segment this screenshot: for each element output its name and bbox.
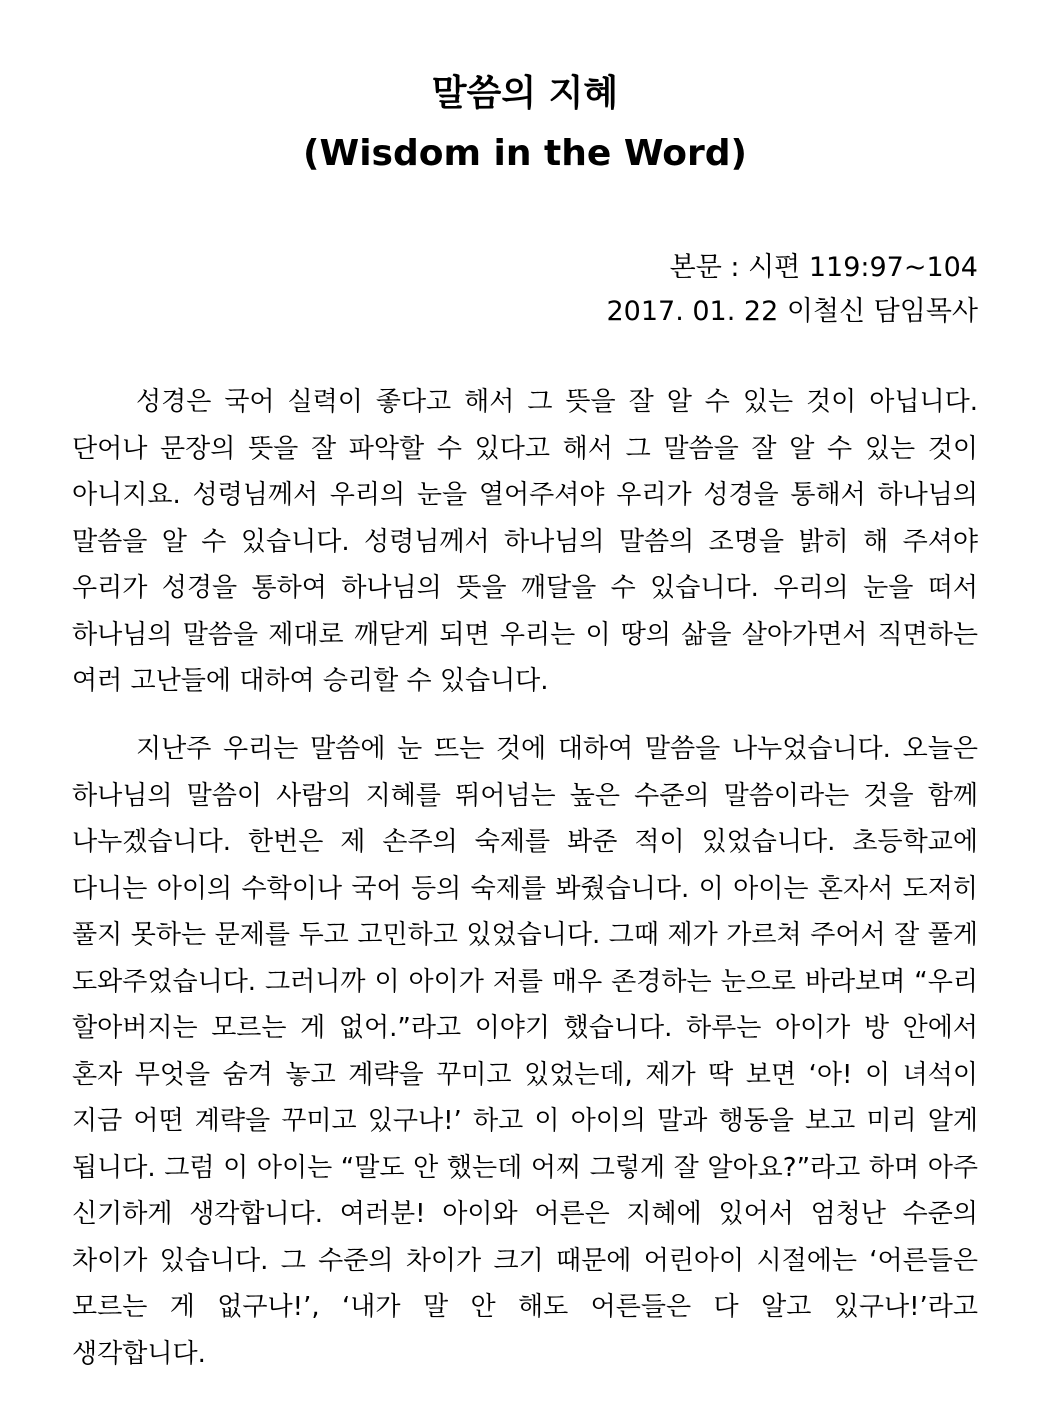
title-korean: 말씀의 지혜 bbox=[431, 73, 619, 114]
title-english: (Wisdom in the Word) bbox=[303, 133, 747, 174]
date-author: 2017. 01. 22 이철신 담임목사 bbox=[606, 296, 978, 327]
body-paragraph-2: 지난주 우리는 말씀에 눈 뜨는 것에 대하여 말씀을 나누었습니다. 오늘은 하나님의 말씀이 사람의 지혜를 뛰어넘는 높은 수준의 말씀이라는 것을 함께 나누겠습니다. 한번은 제 손주의 숙제를 봐준 적이 있었습니다. 초등학교에 다니는 아이의 수학이나 국어 등의 숙제를 봐줬습니다. 이 아이는 혼자서 도저히 풀지 못하는 문제를 두고 고민하고 있었습니다. 그때 제가 가르쳐 주어서 잘 풀게 도와주었습니다. 그러니까 이 아이가 저를 매우 존경하는 눈으로 바라보며 “우리 할아버지는 모르는 게 없어.”라고 이야기 했습니다. 하루는 아이가 방 안에서 혼자 무엇을 숨겨 놓고 계략을 꾸미고 있었는데, 제가 딱 보면 ‘아! 이 녀석이 지금 어떤 계략을 꾸미고 있구나!’ 하고 이 아이의 말과 행동을 보고 미리 알게 됩니다. 그럼 이 아이는 “말도 안 했는데 어찌 그렇게 잘 알아요?”라고 하며 아주 신기하게 생각합니다. 여러분! 아이와 어른은 지혜에 있어서 엄청난 수준의 차이가 있습니다. 그 수준의 차이가 크기 때문에 어린아이 시절에는 ‘어른들은 모르는 게 없구나!’, ‘내가 말 안 해도 어른들은 다 알고 있구나!’라고 생각합니다. bbox=[72, 734, 978, 1369]
sermon-meta bbox=[72, 246, 978, 334]
scripture-reference: 본문 : 시편 119:97~104 bbox=[669, 252, 978, 283]
sermon-title bbox=[72, 64, 978, 184]
body-paragraph-1: 성경은 국어 실력이 좋다고 해서 그 뜻을 잘 알 수 있는 것이 아닙니다. 단어나 문장의 뜻을 잘 파악할 수 있다고 해서 그 말씀을 잘 알 수 있는 것이 아니지요. 성령님께서 우리의 눈을 열어주셔야 우리가 성경을 통해서 하나님의 말씀을 알 수 있습니다. 성령님께서 하나님의 말씀의 조명을 밝히 해 주셔야 우리가 성경을 통하여 하나님의 뜻을 깨달을 수 있습니다. 우리의 눈을 떠서 하나님의 말씀을 제대로 깨닫게 되면 우리는 이 땅의 삶을 살아가면서 직면하는 여러 고난들에 대하여 승리할 수 있습니다. bbox=[72, 387, 978, 696]
